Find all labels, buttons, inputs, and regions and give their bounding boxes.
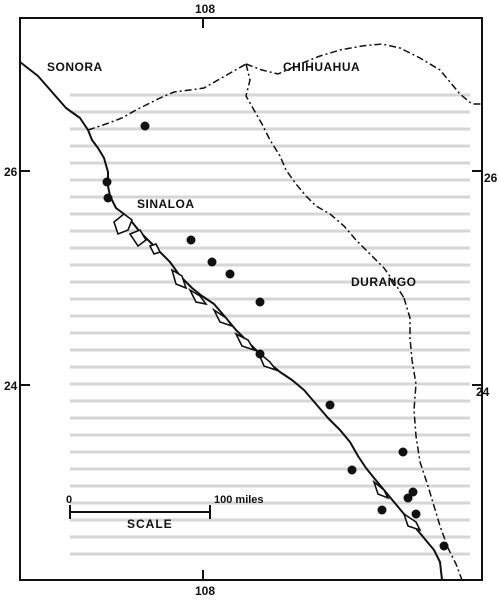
locality-marker	[256, 298, 265, 307]
locality-marker	[226, 270, 235, 279]
scale-bar	[66, 494, 264, 531]
locality-marker	[187, 236, 196, 245]
locality-marker	[409, 488, 418, 497]
scale-title: SCALE	[127, 517, 173, 531]
locality-marker	[399, 448, 408, 457]
latitude-label-26-right: 26	[484, 171, 498, 185]
locality-marker	[208, 258, 217, 267]
locality-marker	[256, 350, 265, 359]
locality-marker	[141, 122, 150, 131]
locality-marker	[103, 178, 112, 187]
state-label-chihuahua: CHIHUAHUA	[283, 60, 361, 74]
latitude-label-24-right: 24	[476, 385, 490, 399]
locality-marker	[326, 401, 335, 410]
coastal-lagoons	[114, 214, 420, 530]
state-label-sinaloa: SINALOA	[137, 197, 195, 211]
locality-marker	[378, 506, 387, 515]
longitude-label-bottom: 108	[195, 584, 216, 598]
longitude-label-top: 108	[195, 2, 216, 16]
show-through-text	[70, 95, 470, 554]
latitude-label-24-left: 24	[4, 379, 18, 393]
locality-marker	[348, 466, 357, 475]
scale-zero-label: 0	[66, 494, 73, 506]
state-label-sonora: SONORA	[47, 60, 103, 74]
latitude-label-26-left: 26	[4, 165, 18, 179]
scale-max-label: 100 miles	[214, 494, 264, 506]
locality-marker	[412, 510, 421, 519]
locality-marker	[440, 542, 449, 551]
state-label-durango: DURANGO	[351, 275, 417, 289]
locality-marker	[104, 194, 113, 203]
